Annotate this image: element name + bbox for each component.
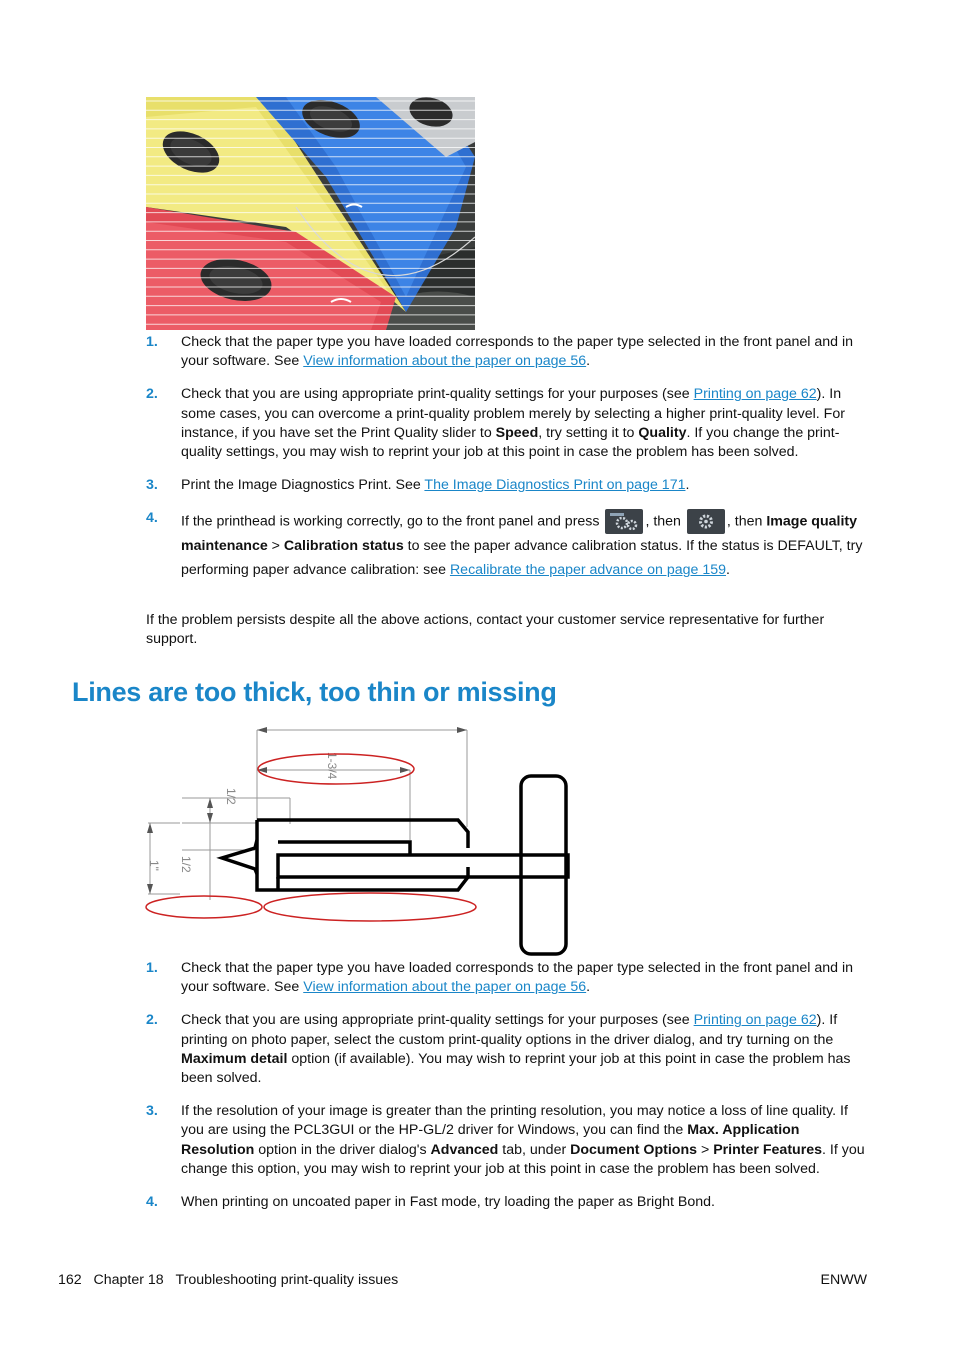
step-number: 3. <box>146 477 158 494</box>
chapter-label: Chapter 18 <box>93 1272 164 1288</box>
text-run: , then <box>645 513 685 530</box>
step-text <box>181 1011 866 1088</box>
cross-reference-link[interactable]: Recalibrate the paper advance on page 159 <box>449 562 727 579</box>
page-number: 162 <box>58 1272 82 1288</box>
label-lower: 1/2 <box>179 856 193 873</box>
step-text <box>181 385 866 462</box>
step-number: 2. <box>146 386 158 403</box>
footer-left <box>58 1271 398 1290</box>
cross-reference-link[interactable]: View information about the paper on page 56 <box>303 353 587 370</box>
cross-reference-link[interactable]: Printing on page 62 <box>693 1012 817 1029</box>
kayaks-banding-photo <box>146 97 475 330</box>
text-run: Check that the paper type you have loaded corresponds to the paper type selected in the front panel and in your software. See <box>181 960 853 996</box>
text-run: . <box>685 477 690 494</box>
closing-paragraph: If the problem persists despite all the above actions, contact your customer service representative for further support. <box>146 612 825 648</box>
gear-icon[interactable] <box>687 509 725 534</box>
section2-steps <box>146 959 866 1212</box>
list-item <box>146 385 866 462</box>
section-heading: Lines are too thick, too thin or missing <box>72 677 557 707</box>
text-run: option (if available). You may wish to reprint your job at this point in case the problem has been solved. <box>181 1050 851 1087</box>
text-run: option in the driver dialog's <box>254 1141 431 1158</box>
text-run: If the resolution of your image is greater than the printing resolution, you may notice a loss of line quality. If you are using the PCL3GUI or the HP-GL/2 driver for Windows, you can find the <box>181 1103 848 1139</box>
step-number: 1. <box>146 960 158 976</box>
footer-locale: ENWW <box>820 1272 867 1288</box>
text-run: > <box>267 538 284 555</box>
ui-term: Image quality maintenance <box>181 513 858 555</box>
list-item <box>146 1102 866 1179</box>
ui-term: Quality <box>638 424 687 441</box>
text-run: . If you change the print-quality settings, you may wish to reprint your job at this point in case the problem has been solved. <box>181 424 840 461</box>
ui-term: Max. Application Resolution <box>181 1122 800 1158</box>
text-run: ). If printing on photo paper, select the custom print-quality options in the driver dialog, and try turning on the <box>181 1012 838 1048</box>
list-item <box>146 1193 866 1212</box>
settings-gears-icon[interactable] <box>605 509 643 534</box>
step-number: 4. <box>146 510 158 527</box>
ui-term: Advanced <box>430 1141 499 1158</box>
label-left: 1" <box>147 860 161 871</box>
label-top: 1-3/4 <box>325 752 339 780</box>
cross-reference-link[interactable]: The Image Diagnostics Print on page 171 <box>424 477 686 494</box>
text-run: . If you change this option, you may wish to reprint your job at this point in case the problem has been solved. <box>181 1141 865 1177</box>
text-run: tab, under <box>498 1141 571 1158</box>
ui-term: Printer Features <box>713 1141 823 1158</box>
step-number: 4. <box>146 1194 158 1211</box>
text-run: > <box>697 1141 714 1158</box>
step-text <box>181 476 866 495</box>
text-run: Check that you are using appropriate print-quality settings for your purposes (see <box>181 1012 694 1029</box>
section1-steps <box>146 333 866 582</box>
list-item <box>146 509 866 582</box>
text-run: , try setting it to <box>538 424 639 441</box>
list-item <box>146 476 866 495</box>
text-run: Check that you are using appropriate print-quality settings for your purposes (see <box>181 386 694 403</box>
step-text <box>181 333 866 371</box>
text-run: Check that the paper type you have loaded corresponds to the paper type selected in the front panel and in your software. See <box>181 334 853 370</box>
step-text <box>181 959 866 997</box>
ui-term: Document Options <box>570 1141 698 1158</box>
line-width-diagram <box>140 722 580 958</box>
text-run: When printing on uncoated paper in Fast mode, try loading the paper as Bright Bond. <box>181 1194 715 1211</box>
step-text <box>181 1102 866 1179</box>
text-run: to see the paper advance calibration status. If the status is DEFAULT, try performing paper advance calibration: see <box>181 538 863 579</box>
text-run: . <box>586 353 591 370</box>
text-run: If the printhead is working correctly, go to the front panel and press <box>181 513 604 530</box>
step-number: 1. <box>146 334 158 350</box>
step-text <box>181 1193 866 1212</box>
step-number: 3. <box>146 1103 158 1120</box>
text-run: . <box>586 979 591 996</box>
chapter-title: Troubleshooting print-quality issues <box>175 1272 399 1288</box>
cross-reference-link[interactable]: Printing on page 62 <box>693 386 817 403</box>
ui-term: Speed <box>495 424 539 441</box>
list-item <box>146 1011 866 1088</box>
list-item <box>146 959 866 997</box>
list-item <box>146 333 866 371</box>
step-text <box>181 509 866 582</box>
ui-term: Calibration status <box>283 538 404 555</box>
step-number: 2. <box>146 1012 158 1029</box>
text-run: Print the Image Diagnostics Print. See <box>181 477 425 494</box>
text-run: . <box>726 562 730 579</box>
text-run: , then <box>726 513 767 530</box>
text-run: ). In some cases, you can overcome a print-quality problem merely by selecting a higher print-quality level. For instance, if you have set the Print Quality slider to <box>181 386 845 441</box>
cross-reference-link[interactable]: View information about the paper on page 56 <box>303 979 587 996</box>
label-upper: 1/2 <box>224 788 238 805</box>
ui-term: Maximum detail <box>181 1050 288 1067</box>
